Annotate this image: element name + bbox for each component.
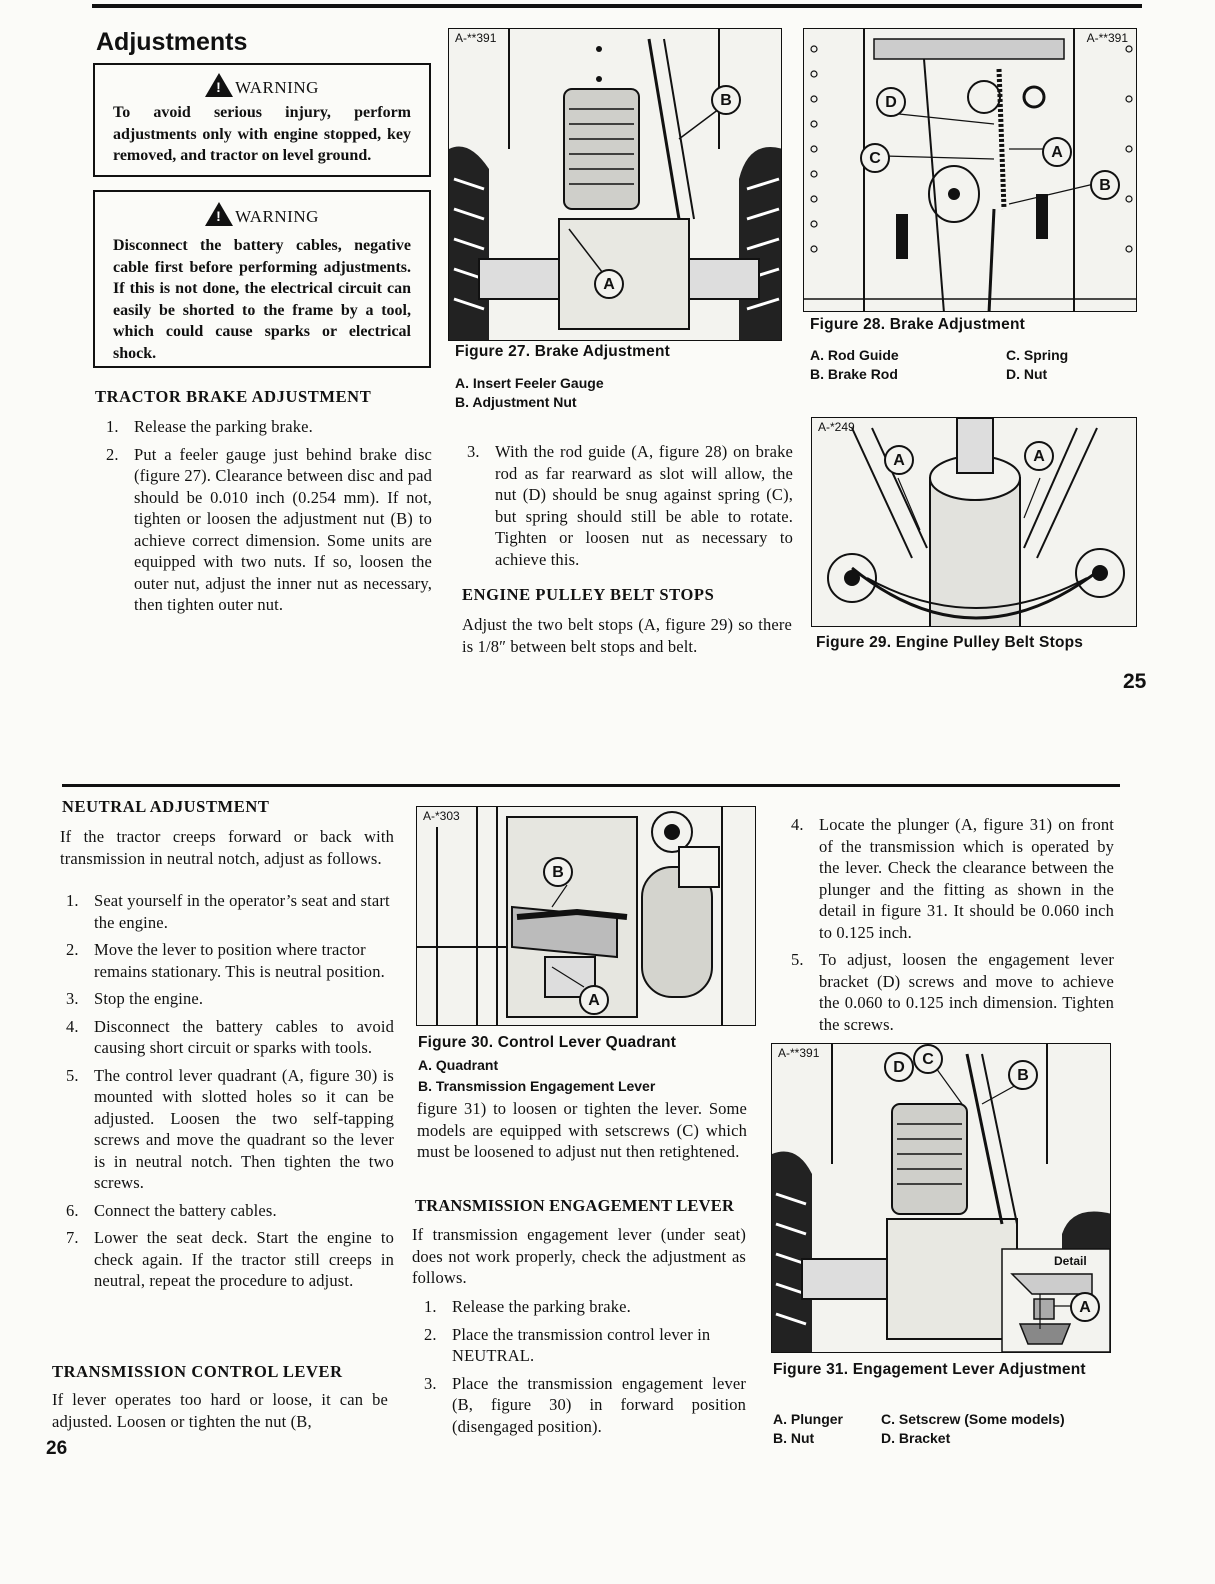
figure-29-illustration bbox=[811, 417, 1137, 627]
engagement-steps-continued bbox=[791, 814, 1114, 1041]
detail-label: Detail bbox=[1054, 1254, 1087, 1268]
figure-28-legend: A. Rod Guide C. Spring B. Brake Rod D. Nut bbox=[810, 347, 1069, 382]
list-item: 1. Release the parking brake. bbox=[106, 417, 313, 436]
callout-a: A bbox=[579, 985, 609, 1015]
callout-c: C bbox=[860, 143, 890, 173]
list-item: 7. Lower the seat deck. Start the engine to check again. If the tractor still creeps in neutral, repeat the procedure to adjust. bbox=[66, 1228, 394, 1290]
figure-30-illustration bbox=[416, 806, 756, 1026]
brake-rod-drawing bbox=[804, 29, 1137, 312]
figure-30-legend: A. Quadrant B. Transmission Engagement Lever bbox=[418, 1057, 656, 1094]
pulley-belt-drawing bbox=[812, 418, 1137, 627]
engagement-lever-drawing bbox=[772, 1044, 1111, 1353]
section-heading-transmission-engagement: TRANSMISSION ENGAGEMENT LEVER bbox=[415, 1196, 735, 1215]
figure-tag: A-**391 bbox=[778, 1046, 820, 1060]
warning-text: Disconnect the battery cables, negative cable first before performing adjustments. If this is not done, the electrical circuit can easily be shorted to the frame by a tool, which could cause sparks or electrical shock. bbox=[113, 237, 411, 362]
figure-tag: A-**391 bbox=[455, 31, 497, 45]
list-item: 2. Place the transmission control lever in NEUTRAL. bbox=[424, 1324, 711, 1365]
section-heading-pulley: ENGINE PULLEY BELT STOPS bbox=[462, 585, 715, 604]
figure-31-illustration bbox=[771, 1043, 1111, 1353]
figure-29-caption: Figure 29. Engine Pulley Belt Stops bbox=[816, 634, 1084, 651]
section-heading-neutral: NEUTRAL ADJUSTMENT bbox=[62, 797, 270, 816]
callout-b: B bbox=[543, 857, 573, 887]
transmission-control-continued: figure 31) to loosen or tighten the lever. Some models are equipped with setscrews (C) which must be loosened to adjust nut then retightened. bbox=[417, 1099, 747, 1161]
list-item: 4. Disconnect the battery cables to avoid causing short circuit or sparks with tools. bbox=[66, 1016, 394, 1057]
callout-a: A bbox=[1042, 137, 1072, 167]
figure-28-illustration bbox=[803, 28, 1137, 312]
figure-27-caption: Figure 27. Brake Adjustment bbox=[455, 343, 670, 360]
list-item: 2. Move the lever to position where tractor remains stationary. This is neutral position. bbox=[66, 940, 385, 981]
warning-heading: ! WARNING bbox=[95, 73, 429, 98]
warning-heading: ! WARNING bbox=[95, 202, 429, 227]
section-heading-brake: TRACTOR BRAKE ADJUSTMENT bbox=[95, 387, 372, 406]
list-item: 3. Place the transmission engagement lever (B, figure 30) in forward position (disengaged position). bbox=[424, 1373, 746, 1436]
callout-b: B bbox=[1090, 170, 1120, 200]
callout-a: A bbox=[1070, 1292, 1100, 1322]
list-item: 6. Connect the battery cables. bbox=[66, 1200, 277, 1220]
figure-27-illustration bbox=[448, 28, 782, 341]
list-item: 1. Seat yourself in the operator’s seat and start the engine. bbox=[66, 891, 390, 932]
callout-c: C bbox=[913, 1044, 943, 1074]
callout-a: A bbox=[1024, 441, 1054, 471]
warning-icon: ! bbox=[205, 202, 233, 226]
figure-tag: A-*249 bbox=[818, 420, 855, 434]
brake-steps-list bbox=[106, 416, 432, 622]
transmission-engagement-intro: If transmission engagement lever (under seat) does not work properly, check the adjustment as follows. bbox=[412, 1225, 746, 1287]
callout-a: A bbox=[884, 445, 914, 475]
warning-icon: ! bbox=[205, 73, 233, 97]
list-item: 2. Put a feeler gauge just behind brake disc (figure 27). Clearance between disc and pad should be 0.010 inch (0.254 mm). If not, tighten or loosen the adjustment nut (B) to achieve correct dimension. Some units are equipped with two nuts. If so, loosen the outer nut, adjust the inner nut as necessary, then tighten outer nut. bbox=[106, 444, 432, 614]
callout-b: B bbox=[1008, 1060, 1038, 1090]
figure-27-legend: A. Insert Feeler Gauge B. Adjustment Nut bbox=[455, 375, 604, 410]
brake-steps-continued bbox=[467, 441, 793, 576]
callout-d: D bbox=[884, 1052, 914, 1082]
list-item: 3. Stop the engine. bbox=[66, 989, 204, 1008]
neutral-steps-list bbox=[66, 890, 394, 1298]
neutral-intro: If the tractor creeps forward or back with transmission in neutral notch, adjust as follows. bbox=[60, 827, 394, 868]
warning-text: To avoid serious injury, perform adjustments only with engine stopped, key removed, and tractor on level ground. bbox=[113, 104, 411, 164]
callout-d: D bbox=[876, 87, 906, 117]
transmission-control-text: If lever operates too hard or loose, it can be adjusted. Loosen or tighten the nut (B, bbox=[52, 1390, 388, 1431]
list-item: 1. Release the parking brake. bbox=[424, 1297, 631, 1316]
warning-box-1 bbox=[93, 63, 431, 177]
callout-a: A bbox=[594, 269, 624, 299]
figure-31-caption: Figure 31. Engagement Lever Adjustment bbox=[773, 1361, 1086, 1378]
page-number: 26 bbox=[46, 1438, 68, 1459]
figure-28-caption: Figure 28. Brake Adjustment bbox=[810, 316, 1025, 333]
list-item: 5. The control lever quadrant (A, figure 30) is mounted with slotted holes so it can be adjusted. Loosen the two self-tapping screws and move the quadrant so the lever is in neutral notch. Then tighten the two screws. bbox=[66, 1065, 394, 1192]
figure-31-legend: A. Plunger C. Setscrew (Some models) B. Nut D. Bracket bbox=[773, 1411, 1065, 1446]
list-item: 5. To adjust, loosen the engagement lever bracket (D) screws and move to achieve the 0.060 to 0.125 inch dimension. Tighten the screws. bbox=[791, 950, 1114, 1034]
figure-30-caption: Figure 30. Control Lever Quadrant bbox=[418, 1034, 677, 1051]
list-item: 4. Locate the plunger (A, figure 31) on front of the transmission which is operated by the lever. Check the clearance between the plunger and the fitting as shown in the detail in figure 31. It should be 0.060 inch to 0.125 inch. bbox=[791, 815, 1114, 942]
figure-tag: A-**391 bbox=[1086, 31, 1128, 45]
warning-box-2 bbox=[93, 190, 431, 368]
figure-tag: A-*303 bbox=[423, 809, 460, 823]
list-item: 3. With the rod guide (A, figure 28) on brake rod as far rearward as slot will allow, the nut (D) should be snug against spring (C), but spring should still be able to rotate. Tighten or loosen nut as necessary to achieve this. bbox=[467, 442, 793, 569]
engagement-steps-list bbox=[424, 1296, 746, 1443]
page-title: Adjustments bbox=[96, 28, 248, 56]
pulley-text: Adjust the two belt stops (A, figure 29) so there is 1/8″ between belt stops and belt. bbox=[462, 615, 792, 656]
callout-b: B bbox=[711, 85, 741, 115]
page-number: 25 bbox=[1123, 670, 1147, 693]
section-heading-transmission-control: TRANSMISSION CONTROL LEVER bbox=[52, 1362, 343, 1381]
